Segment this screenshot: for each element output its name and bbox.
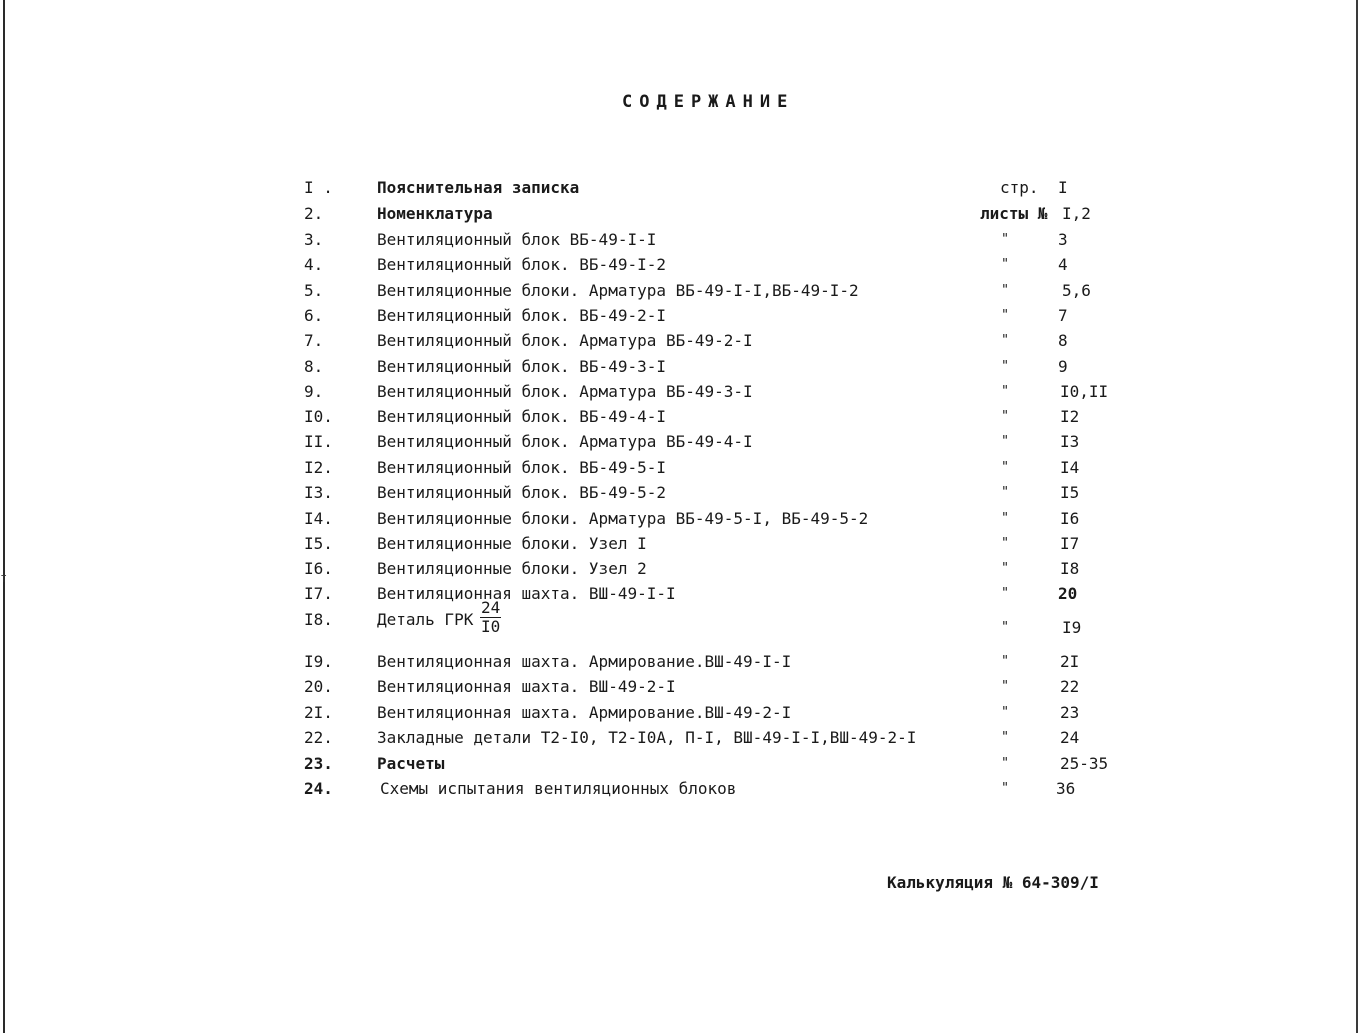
toc-row	[0, 581, 1363, 606]
toc-page: I7	[1060, 534, 1080, 553]
toc-title: Вентиляционный блок ВБ-49-I-I	[377, 230, 657, 249]
toc-row	[0, 700, 1363, 725]
toc-number: I9.	[304, 652, 333, 671]
toc-number: I3.	[304, 483, 333, 502]
fraction-denominator: I0	[481, 617, 501, 636]
toc-number: I0.	[304, 407, 333, 426]
toc-title: Вентиляционная шахта. ВШ-49-2-I	[377, 677, 676, 696]
toc-row	[0, 751, 1363, 776]
toc-row	[0, 776, 1363, 801]
toc-number: 6.	[304, 306, 324, 325]
toc-number: I8.	[304, 610, 333, 629]
toc-number: 3.	[304, 230, 324, 249]
toc-number: 9.	[304, 382, 324, 401]
ditto-mark: "	[1001, 409, 1009, 424]
toc-title: Вентиляционная шахта. ВШ-49-I-I	[377, 584, 676, 603]
ditto-mark: "	[1001, 359, 1009, 374]
toc-page: 23	[1060, 703, 1080, 722]
toc-title: Вентиляционный блок. ВБ-49-3-I	[377, 357, 666, 376]
ditto-mark: "	[1001, 283, 1009, 298]
ditto-mark: "	[1001, 561, 1009, 576]
toc-number: 4.	[304, 255, 324, 274]
toc-row	[0, 303, 1363, 328]
toc-page: I5	[1060, 483, 1080, 502]
toc-number: 7.	[304, 331, 324, 350]
toc-title: Вентиляционный блок. ВБ-49-2-I	[377, 306, 666, 325]
toc-page: 20	[1058, 584, 1078, 603]
toc-title: Вентиляционные блоки. Узел 2	[377, 559, 647, 578]
toc-page-prefix: стр.	[1000, 178, 1039, 197]
toc-number: I6.	[304, 559, 333, 578]
ditto-mark: "	[1001, 536, 1009, 551]
toc-row	[0, 328, 1363, 353]
ditto-mark: "	[1001, 781, 1009, 796]
toc-row	[0, 506, 1363, 531]
toc-row	[0, 252, 1363, 277]
toc-row	[0, 556, 1363, 581]
page-title: СОДЕРЖАНИЕ	[622, 92, 795, 112]
toc-page: I4	[1060, 458, 1080, 477]
ditto-mark: "	[1001, 654, 1009, 669]
toc-row	[0, 354, 1363, 379]
ditto-mark: "	[1001, 333, 1009, 348]
toc-number: II.	[304, 432, 333, 451]
toc-page: 3	[1058, 230, 1068, 249]
toc-title: Вентиляционный блок. ВБ-49-5-2	[377, 483, 666, 502]
toc-number: 20.	[304, 677, 333, 696]
toc-row	[0, 531, 1363, 556]
toc-title: Вентиляционный блок. Арматура ВБ-49-2-I	[377, 331, 753, 350]
toc-title: Вентиляционный блок. Арматура ВБ-49-4-I	[377, 432, 753, 451]
toc-page: I2	[1060, 407, 1080, 426]
toc-title: Вентиляционные блоки. Узел I	[377, 534, 647, 553]
toc-number: I2.	[304, 458, 333, 477]
toc-page: I	[1058, 178, 1068, 197]
toc-page: 24	[1060, 728, 1080, 747]
ditto-mark: "	[1001, 756, 1009, 771]
toc-title: Вентиляционный блок. ВБ-49-5-I	[377, 458, 666, 477]
toc-page-prefix: листы №	[980, 204, 1048, 223]
ditto-mark: "	[1001, 511, 1009, 526]
toc-number: 2I.	[304, 703, 333, 722]
toc-row	[0, 278, 1363, 303]
ditto-mark: "	[1001, 485, 1009, 500]
ditto-mark: "	[1001, 434, 1009, 449]
toc-page: 2I	[1060, 652, 1080, 671]
scan-edge-tick: т	[0, 571, 8, 585]
toc-title: Вентиляционная шахта. Армирование.ВШ-49-2-I	[377, 703, 792, 722]
toc-row	[0, 480, 1363, 505]
toc-number: 8.	[304, 357, 324, 376]
toc-page: I,2	[1062, 204, 1091, 223]
toc-title: Пояснительная записка	[377, 178, 580, 197]
toc-title: Деталь ГРК	[377, 610, 474, 629]
fraction-numerator: 24	[481, 598, 501, 617]
toc-row	[0, 725, 1363, 750]
toc-page: 9	[1058, 357, 1068, 376]
toc-row	[0, 175, 1363, 200]
toc-title: Вентиляционные блоки. Арматура ВБ-49-I-I,ВБ-49-I-2	[377, 281, 859, 300]
ditto-mark: "	[1001, 586, 1009, 601]
toc-title: Вентиляционный блок. Арматура ВБ-49-3-I	[377, 382, 753, 401]
toc-page: I3	[1060, 432, 1080, 451]
ditto-mark: "	[1001, 232, 1009, 247]
toc-row	[0, 598, 1363, 647]
toc-page: I6	[1060, 509, 1080, 528]
toc-number: 5.	[304, 281, 324, 300]
toc-title: Вентиляционные блоки. Арматура ВБ-49-5-I, ВБ-49-5-2	[377, 509, 869, 528]
ditto-mark: "	[1001, 730, 1009, 745]
toc-page: 8	[1058, 331, 1068, 350]
toc-title: Расчеты	[377, 754, 445, 773]
toc-row	[0, 455, 1363, 480]
toc-number: 2.	[304, 204, 324, 223]
toc-number: 22.	[304, 728, 333, 747]
ditto-mark: "	[1001, 679, 1009, 694]
toc-page: 5,6	[1062, 281, 1091, 300]
toc-title: Вентиляционный блок. ВБ-49-I-2	[377, 255, 666, 274]
toc-row	[0, 379, 1363, 404]
ditto-mark: "	[1001, 620, 1009, 635]
toc-title: Схемы испытания вентиляционных блоков	[380, 779, 737, 798]
toc-row	[0, 404, 1363, 429]
ditto-mark: "	[1001, 308, 1009, 323]
toc-row	[0, 201, 1363, 226]
toc-title: Вентиляционный блок. ВБ-49-4-I	[377, 407, 666, 426]
toc-page: 7	[1058, 306, 1068, 325]
toc-page: 36	[1056, 779, 1076, 798]
toc-title: Вентиляционная шахта. Армирование.ВШ-49-I-I	[377, 652, 792, 671]
toc-row	[0, 227, 1363, 252]
toc-number: I .	[304, 178, 333, 197]
toc-title: Номенклатура	[377, 204, 493, 223]
ditto-mark: "	[1001, 705, 1009, 720]
ditto-mark: "	[1001, 384, 1009, 399]
calculation-reference: Калькуляция № 64-309/I	[887, 873, 1099, 892]
toc-number: I7.	[304, 584, 333, 603]
toc-number: 24.	[304, 779, 333, 798]
toc-page: I8	[1060, 559, 1080, 578]
toc-page: 4	[1058, 255, 1068, 274]
toc-title: Закладные детали Т2-I0, Т2-I0А, П-I, ВШ-49-I-I,ВШ-49-2-I	[377, 728, 917, 747]
fraction	[480, 599, 501, 636]
toc-page: 22	[1060, 677, 1080, 696]
ditto-mark: "	[1001, 257, 1009, 272]
toc-number: I4.	[304, 509, 333, 528]
toc-number: I5.	[304, 534, 333, 553]
toc-row	[0, 674, 1363, 699]
ditto-mark: "	[1001, 460, 1009, 475]
toc-page: I0,II	[1060, 382, 1109, 401]
toc-page: I9	[1062, 618, 1082, 637]
toc-number: 23.	[304, 754, 333, 773]
toc-row	[0, 649, 1363, 674]
toc-page: 25-35	[1060, 754, 1109, 773]
toc-row	[0, 429, 1363, 454]
